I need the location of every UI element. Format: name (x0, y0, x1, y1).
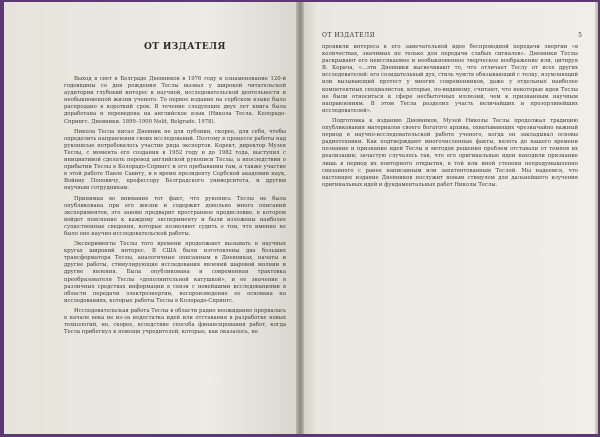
paragraph: Принимая во внимание тот факт, что рукопись Теслы не была опубликована при его жизни и содержит довольно много описаний экспериментов, это заново предварит пространное предисловие, в котором войдет пояснение к каждому эксперименту и были изложены наиболее существенные сведения, которые позволяют судить о том, что именно не было оно научно-исследовательской работы. (64, 195, 286, 237)
paragraph: Никола Тесла писал Дневник не для публики, скорее, для себя, чтобы определить направления своих исследований. Поэтому в процессе работы над рукописью потребовалось участие ряда экспертов. Корект, директор Музея Теслы, с момента его создания в 1952 году и до 1982 года, выступил с инициативой сделать перевод английской рукописи Теслы, а впоследствии о прибытии Теслы в Колорадо-Спрингс и его пребывании там, а также участие в этой работе Павле Савиту, и в время президенту Сербской академии наук, Войину Поповичу, профессору Белградского университета, и другим научным сотрудникам. (64, 128, 286, 192)
left-page (4, 2, 300, 434)
page-number: 5 (578, 32, 582, 39)
right-page-text (322, 44, 578, 189)
page-edge (595, 2, 598, 434)
paragraph: Эксперименты Теслы того времени продолжают вызывать в научных кругах широкий интерес. В США были изготовлены два больших трансформатора Теслы, аналогичные описанным в Дневниках, начаты и другие работы, стимулирующие исследования явлений шаровой молнии и другие явления. Была опубликована и современная трактовка преобразователя Теслы «дополнительной катушкой», и ее значение в различных средствах информации в связи с новейшими исследованиями в области передачи электроэнергии, воспроизведение ее основана на исследованиях, которые работы Теслы в Колорадо-Спрингс. (64, 241, 286, 304)
paragraph: Исследовательская работа Теслы в области радио неожиданно прервалась в начале века не из-за недостатка идей или отставания в разработке новых технологий, но, скорее, вследствие способа финансирования работ, когда Тесла прибегнул к помощи учредителей, которые, как оказалось, не (64, 307, 286, 336)
left-page-text (64, 76, 286, 336)
book-gutter (296, 2, 304, 434)
right-page (300, 2, 598, 434)
paragraph: Подготовка к изданию Дневников, Музей Николы Теслы продолжал традицию опубликования материалов своего богатого архива, охватывающих чрезвычайно важный период в научно-исследовательской работе ученого, когда он закладывал основы радиотехники. Как подтверждают многочисленные факты, вплоть до нашего времени познание и признание идей Теслы и методов решения проблем отставали от темпов их реализации; зачастую случалось так, что его оригинальные идеи находили признание лишь в период их повторного открытия, в той или иной степени непредумышленно связанного с ранее написанным или запатентованным Теслой. Мы надеемся, что настоящее издание Дневников послужит новым стимулом для дальнейшего изучения оригинальных идей и фундаментальных работ Николы Теслы. (322, 117, 578, 188)
book-spread (4, 2, 598, 434)
running-title: ОТ ИЗДАТЕЛЯ (322, 32, 375, 39)
paragraph: проявили интереса к его замечательной идее беспроводной передачи энергии «в количествах, значимых не только для передачи слабых сигналов». Дневники Теслы раскрывают его неиссякаемое и необыкновенное творческое воображение или, цитируя В. Корача, «...эти Дневники высвечивают то, что отличает Теслу от всех других исследователей: его созидательный дух, стиль чувств обязывающий с толку, изумляющий или вызывающий протест у многих современников, даже у отдельных наиболее компетентных специалистов, которые, по-видимому, считают, что некоторые идеи Теслы не были относиться к сфере несбыточных иллюзий, чем к признанным научным направлениям. В этом Тесла разделил участь величайших и прозорливейших исследователей». (322, 44, 578, 114)
paragraph: Выход в свет в Белграде Дневников в 1976 году в ознаменование 120-й годовщины со дня рождения Теслы вызвал у широкой читательской аудитории глубокий интерес к научной, исследовательской деятельности и необыкновенной жизни ученого. То первое издание на сербском языке было распродано в короткий срок. В течение следующих двух лет книга была доработана и переведена на английское язык (Никола Тесла. Колорадо-Спрингс. Дневники. 1899–1900 Nolit, Belgrade. 1978). (64, 76, 286, 125)
chapter-heading: ОТ ИЗДАТЕЛЯ (144, 42, 226, 52)
